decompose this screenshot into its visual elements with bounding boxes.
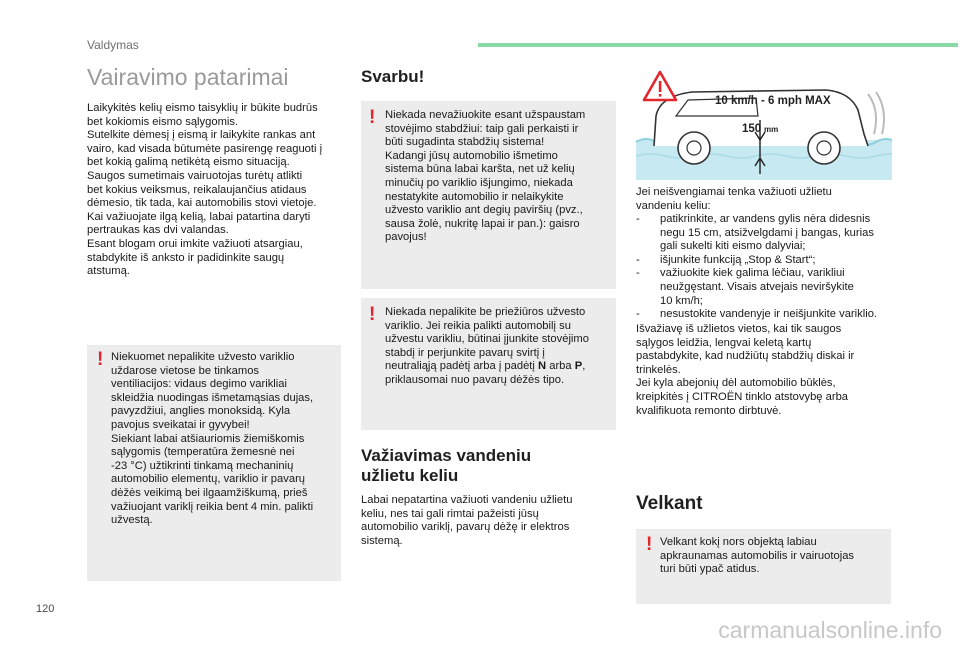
warning-text-part: arba [546, 360, 575, 373]
list-dash: - [636, 267, 640, 280]
list-item-text: patikrinkite, ar vandens gylis nėra didesnis negu 15 cm, atsižvelgdami į bangas, kurias gali sukelti kiti eismo dalyviai; [660, 213, 874, 253]
towing-title: Velkant [636, 493, 703, 514]
warning-text-parking-brake: Niekada nevažiuokite esant užspaustam stovėjimo stabdžiui: taip gali perkaisti ir būti sugadinta stabdžių sistema! Kadangi jūsų automobilio išmetimo sistema būna labai karšta, net už kelių minučių po variklio išjungimo, niekada nestatykite automobilio ir nelaikykite užvesto variklio ant degių paviršių (pvz., sausa žolė, nukritę lapai ir pan.): gaisro pavojus! [385, 109, 586, 244]
list-item-text: važiuokite kiek galima lėčiau, varikliui neužgęstant. Visais atvejais neviršykite 10 km/h; [660, 267, 854, 307]
warning-text-ventilation: Niekuomet nepalikite užvesto variklio uždarose vietose be tinkamos ventiliacijos: vidaus degimo varikliai skleidžia nuodingas išmetamąsias dujas, pavyzdžiui, anglies monoksidą. Kyla pavojus sveikatai ir gyvybei! Siekiant labai atšiauriomis žiemiškomis sąlygomis (temperatūra žemesnė nei -23 °C) užtikrinti tinkamą mechaninių automobilio elementų, variklio ir pavarų dėžės veikimą bei ilgaamžiškumą, prieš važiuojant variklį reikia bent 4 min. palikti užvestą. [111, 351, 314, 527]
water-driving-text: Labai nepatartina važiuoti vandeniu užlietu keliu, nes tai gali rimtai pažeisti jūsų automobilio variklį, pavarų dėžę ir elektros sistemą. [361, 494, 573, 547]
warning-box-parking-brake [361, 101, 616, 289]
list-dash: - [636, 253, 640, 266]
gear-n: N [538, 360, 547, 373]
car-in-water-drawing [636, 70, 892, 180]
important-title: Svarbu! [361, 67, 425, 86]
depth-value-label: 150 [742, 123, 762, 135]
section-label: Valdymas [87, 38, 139, 52]
warning-box-ventilation [87, 345, 341, 581]
intro-text: Laikykitės kelių eismo taisyklių ir būkite budrūs bet kokiomis eismo sąlygomis. Sutelkite dėmesį į eismą ir laikykite rankas ant vairo, kad visada būtumėte pasirengę reaguoti į bet kokią galimą netikėtą eismo situaciją. Saugos sumetimais vairuotojas turėtų atlikti bet kokius veiksmus, reikalaujančius atidaus dėmesio, tik tada, kai automobilis stovi vietoje. Kai važiuojate ilgą kelią, labai patartina daryti pertraukas kas dvi valandas. Esant blogam orui imkite važiuoti atsargiau, stabdykite iš anksto ir padidinkite saugų atstumą. [87, 102, 323, 278]
gear-p: P [574, 360, 583, 373]
warning-mark-icon: ! [369, 304, 376, 325]
warning-text-unattended [385, 306, 615, 388]
warning-triangle-bar [659, 81, 662, 92]
after-water-text: Išvažiavę iš užlietos vietos, kai tik saugos sąlygos leidžia, lengvai keletą kartų pastabdykite, kad nudžiūtų stabdžių diskai ir trinkelės. Jei kyla abejonių dėl automobilio būklės, kreipkitės į CITROËN tinklo atstovybę arba kvalifikuota remonto dirbtuvė. [636, 323, 855, 417]
flooded-road-illustration [636, 70, 892, 180]
speed-limit-label: 10 km/h - 6 mph MAX [715, 95, 831, 107]
list-item [636, 308, 898, 322]
warning-text-towing: Velkant kokį nors objektą labiau apkraunamas automobilis ir vairuotojas turi būti ypač atidus. [660, 536, 855, 576]
header-accent-bar [478, 43, 958, 47]
warning-mark-icon: ! [369, 107, 376, 128]
list-item [636, 213, 898, 254]
list-item-text: išjunkite funkciją „Stop & Start“; [660, 253, 816, 266]
warning-text-part: , priklausomai nuo pavarų dėžės tipo. [385, 360, 586, 386]
watermark: carmanualsonline.info [718, 617, 942, 643]
warning-text-part: Niekada nepalikite be priežiūros užvesto variklio. Jei reikia palikti automobilį su užvestu varikliu, būtinai įjunkite stovėjimo stabdį ir perjunkite pavarų svirtį į neutraliąją padėtį arba į padėtį [385, 306, 589, 373]
water-driving-title: Važiavimas vandeniu užlietu keliu [361, 446, 532, 485]
list-dash: - [636, 308, 640, 321]
water-instructions-intro: Jei neišvengiamai tenka važiuoti užlietu vandeniu keliu: [636, 186, 832, 212]
list-item [636, 254, 898, 268]
depth-unit-label: mm [764, 125, 779, 134]
water-instructions-list [636, 213, 898, 322]
warning-mark-icon: ! [97, 349, 104, 370]
page-number: 120 [36, 603, 55, 615]
warning-triangle-dot [659, 94, 662, 97]
front-wheel [678, 132, 710, 164]
warning-box-unattended [361, 298, 616, 430]
motion-lines [868, 92, 884, 134]
page-title: Vairavimo patarimai [87, 64, 289, 90]
list-item-text: nesustokite vandenyje ir neišjunkite variklio. [660, 308, 878, 321]
list-item [636, 267, 898, 308]
warning-mark-icon: ! [646, 534, 653, 555]
rear-wheel [808, 132, 840, 164]
warning-box-towing [636, 529, 891, 604]
list-dash: - [636, 213, 640, 225]
